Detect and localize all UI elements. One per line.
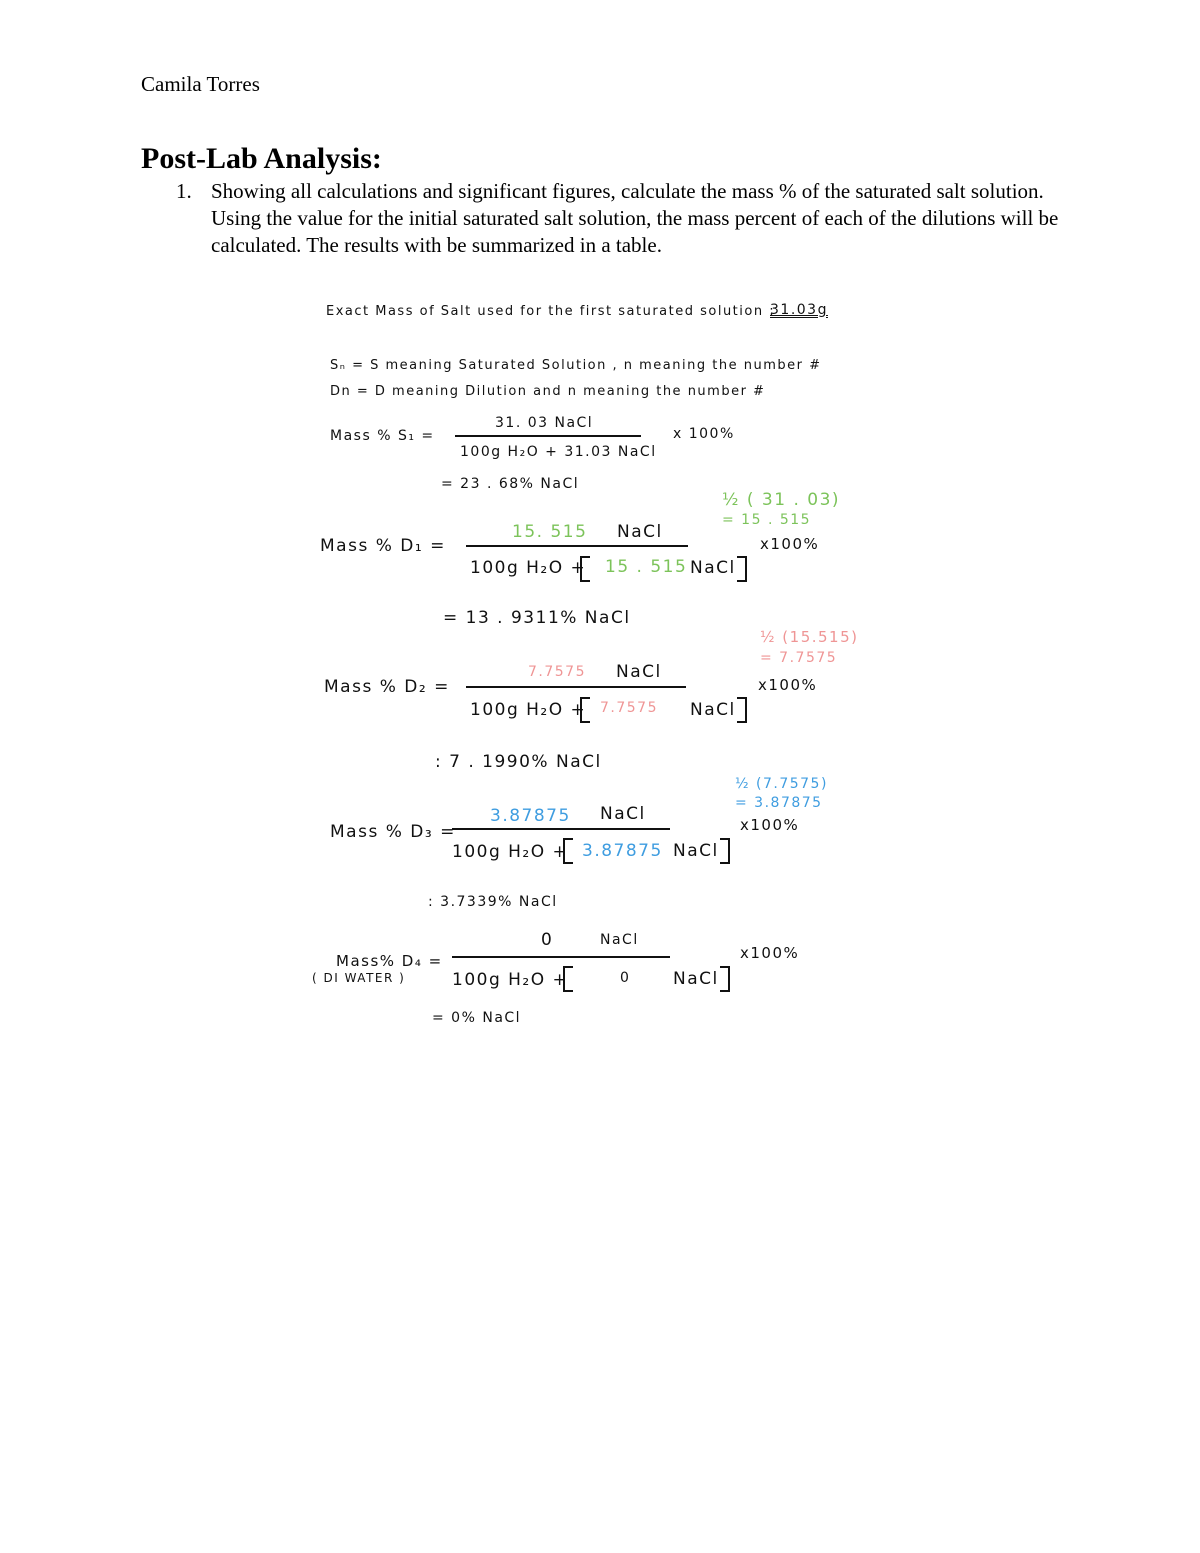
d2-label: Mass % D₂ =: [324, 677, 450, 697]
d3-bracket-left: [563, 838, 573, 864]
d1-times: x100%: [760, 535, 820, 553]
d3-denominator-left: 100g H₂O +: [452, 842, 569, 862]
d2-denominator-value: 7.7575: [600, 700, 658, 716]
author-name: Camila Torres: [141, 72, 260, 96]
d2-times: x100%: [758, 676, 818, 694]
d4-sublabel: ( DI WATER ): [312, 971, 406, 985]
d4-numerator-value: 0: [541, 930, 554, 950]
s1-denominator: 100g H₂O + 31.03 NaCl: [460, 444, 657, 460]
d3-times: x100%: [740, 816, 800, 834]
d1-label: Mass % D₁ =: [320, 536, 446, 556]
legend-dilution: Dn = D meaning Dilution and n meaning the number #: [330, 384, 766, 399]
d3-label: Mass % D₃ =: [330, 822, 456, 842]
s1-label: Mass % S₁ =: [330, 428, 435, 444]
d1-bracket-right: [737, 556, 747, 582]
d4-times: x100%: [740, 944, 800, 962]
d2-bracket-right: [737, 697, 747, 723]
d4-bracket-right: [720, 966, 730, 992]
d2-numerator-value: 7.7575: [528, 664, 586, 680]
d4-denominator-left: 100g H₂O +: [452, 970, 569, 990]
d3-fraction-bar: [452, 828, 670, 830]
d4-denominator-unit: NaCl: [673, 969, 719, 989]
d1-fraction-bar: [466, 545, 688, 547]
d4-denominator-value: 0: [620, 970, 631, 986]
d3-denominator-unit: NaCl: [673, 841, 719, 861]
d2-denominator-unit: NaCl: [690, 700, 736, 720]
d3-result: : 3.7339% NaCl: [428, 894, 558, 910]
legend-saturated: Sₙ = S meaning Saturated Solution , n meaning the number #: [330, 358, 822, 373]
s1-result: = 23 . 68% NaCl: [441, 476, 580, 492]
question-number: 1.: [176, 179, 192, 203]
d2-fraction-bar: [466, 686, 686, 688]
d2-side-top: ½ (15.515): [760, 628, 859, 646]
d1-side-top: ½ ( 31 . 03): [722, 490, 841, 510]
d2-bracket-left: [580, 697, 590, 723]
d3-side-top: ½ (7.7575): [735, 776, 828, 792]
d4-numerator-unit: NaCl: [600, 932, 639, 948]
d1-numerator-unit: NaCl: [617, 522, 663, 542]
exact-mass-value: 31.03g: [770, 302, 828, 318]
question-text: Showing all calculations and significant figures, calculate the mass % of the saturated salt solution. Using the value for the initial saturated salt solution, the mass percent of each of the dilutions will be calculated. The results with be summarized in a table.: [211, 179, 1059, 257]
d4-fraction-bar: [452, 956, 670, 958]
d1-result: = 13 . 9311% NaCl: [443, 608, 631, 628]
d2-side-bottom: = 7.7575: [760, 650, 838, 666]
d1-denominator-left: 100g H₂O +: [470, 558, 587, 578]
d4-label: Mass% D₄ =: [336, 952, 443, 970]
d3-numerator-value: 3.87875: [490, 806, 571, 826]
d4-result: = 0% NaCl: [432, 1010, 522, 1026]
d1-denominator-unit: NaCl: [690, 558, 736, 578]
question-1: [176, 178, 1076, 259]
s1-numerator: 31. 03 NaCl: [495, 415, 594, 431]
section-title: Post-Lab Analysis:: [141, 142, 382, 175]
d2-numerator-unit: NaCl: [616, 662, 662, 682]
d1-side-bottom: = 15 . 515: [722, 512, 812, 528]
d3-side-bottom: = 3.87875: [735, 795, 823, 811]
d1-numerator-value: 15. 515: [512, 522, 588, 542]
s1-times: x 100%: [673, 426, 735, 442]
d1-denominator-value: 15 . 515: [605, 557, 688, 577]
d3-denominator-value: 3.87875: [582, 841, 663, 861]
d2-denominator-left: 100g H₂O +: [470, 700, 587, 720]
d3-bracket-right: [720, 838, 730, 864]
exact-mass-label: Exact Mass of Salt used for the first saturated solution :: [326, 304, 776, 319]
d3-numerator-unit: NaCl: [600, 804, 646, 824]
d4-bracket-left: [563, 966, 573, 992]
s1-fraction-bar: [455, 435, 641, 437]
d1-bracket-left: [580, 556, 590, 582]
d2-result: : 7 . 1990% NaCl: [435, 752, 602, 772]
